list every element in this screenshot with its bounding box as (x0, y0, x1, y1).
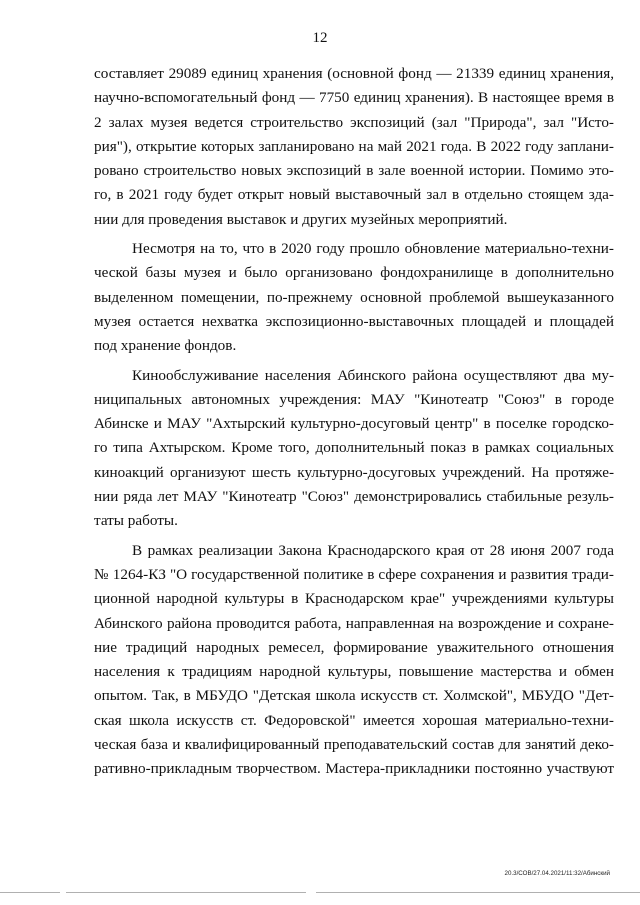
text-line: под хранение фондов. (94, 337, 237, 355)
text-line: ровано строительство новых экспозиций в зале военной истории. Помимо это- (94, 162, 614, 180)
text-line: ративно-прикладным творчеством. Мастера-прикладники постоянно участвуют (94, 760, 614, 778)
text-line: нии для проведения выставок и других музейных мероприятий. (94, 210, 508, 228)
page-number: 12 (312, 30, 328, 46)
text-line: выделенном помещении, по-прежнему основной проблемой вышеуказанного (94, 288, 614, 306)
text-line: Абинского района проводится работа, направленная на возрождение и сохране- (94, 614, 614, 632)
document-registration-stamp: 20.3/СОВ/27.04.2021/11:32/Абинский (504, 870, 610, 877)
footer-rule-main (66, 892, 306, 893)
text-line: ционной народной культуры в Краснодарском крае" учреждениями культуры (94, 590, 614, 608)
paragraph (94, 364, 614, 534)
text-line: го, в 2021 году будет открыт новый выставочный зал в отдельно стоящем зда- (94, 186, 614, 204)
text-line: нии ряда лет МАУ "Кинотеатр "Союз" демонстрировались стабильные резуль- (94, 488, 614, 506)
text-line: ческая база и квалифицированный преподавательский состав для занятий деко- (94, 736, 614, 754)
text-line: В рамках реализации Закона Краснодарского края от 28 июня 2007 года (132, 541, 614, 559)
text-line: ческой базы музея и было организовано фондохранилище в дополнительно (94, 264, 614, 282)
text-line: Несмотря на то, что в 2020 году прошло обновление материально-техни- (132, 240, 614, 258)
text-line: ская школа искусств ст. Федоровской" имеется хорошая материально-техни- (94, 711, 614, 729)
footer-rule-left (0, 892, 60, 893)
text-line: научно-вспомогательный фонд — 7750 единиц хранения). В настоящее время в (94, 89, 614, 107)
text-line: Кинообслуживание населения Абинского района осуществляют два му- (132, 366, 614, 384)
text-line: населения к традициям народной культуры, повышение мастерства и обмен (94, 663, 614, 681)
text-line: составляет 29089 единиц хранения (основной фонд — 21339 единиц хранения, (94, 65, 614, 82)
footer-rule-right (316, 892, 640, 893)
text-line: 2 залах музея ведется строительство экспозиций (зал "Природа", зал "Исто- (94, 113, 614, 131)
text-line: опытом. Так, в МБУДО "Детская школа искусств ст. Холмской", МБУДО "Дет- (94, 687, 614, 705)
document-body (94, 62, 614, 782)
text-line: киноакций организуют шесть культурно-досуговых учреждений. На протяже- (94, 463, 614, 481)
text-line: го типа Ахтырском. Кроме того, дополнительный показ в рамках социальных (94, 439, 614, 457)
text-line: рия"), открытие которых запланировано на май 2021 года. В 2022 году заплани- (94, 137, 614, 155)
paragraph (94, 237, 614, 358)
text-line: № 1264-КЗ "О государственной политике в сфере сохранения и развития тради- (94, 565, 614, 583)
text-line: ниципальных автономных учреждения: МАУ "Кинотеатр "Союз" в городе (94, 390, 614, 408)
paragraph (94, 539, 614, 782)
text-line: Абинске и МАУ "Ахтырский культурно-досуговый центр" в поселке городско- (94, 415, 614, 433)
text-line: таты работы. (94, 512, 178, 530)
text-line: музея остается нехватка экспозиционно-выставочных площадей и площадей (94, 312, 614, 330)
paragraph (94, 62, 614, 232)
text-line: ние традиций народных ремесел, формирование уважительного отношения (94, 638, 614, 656)
